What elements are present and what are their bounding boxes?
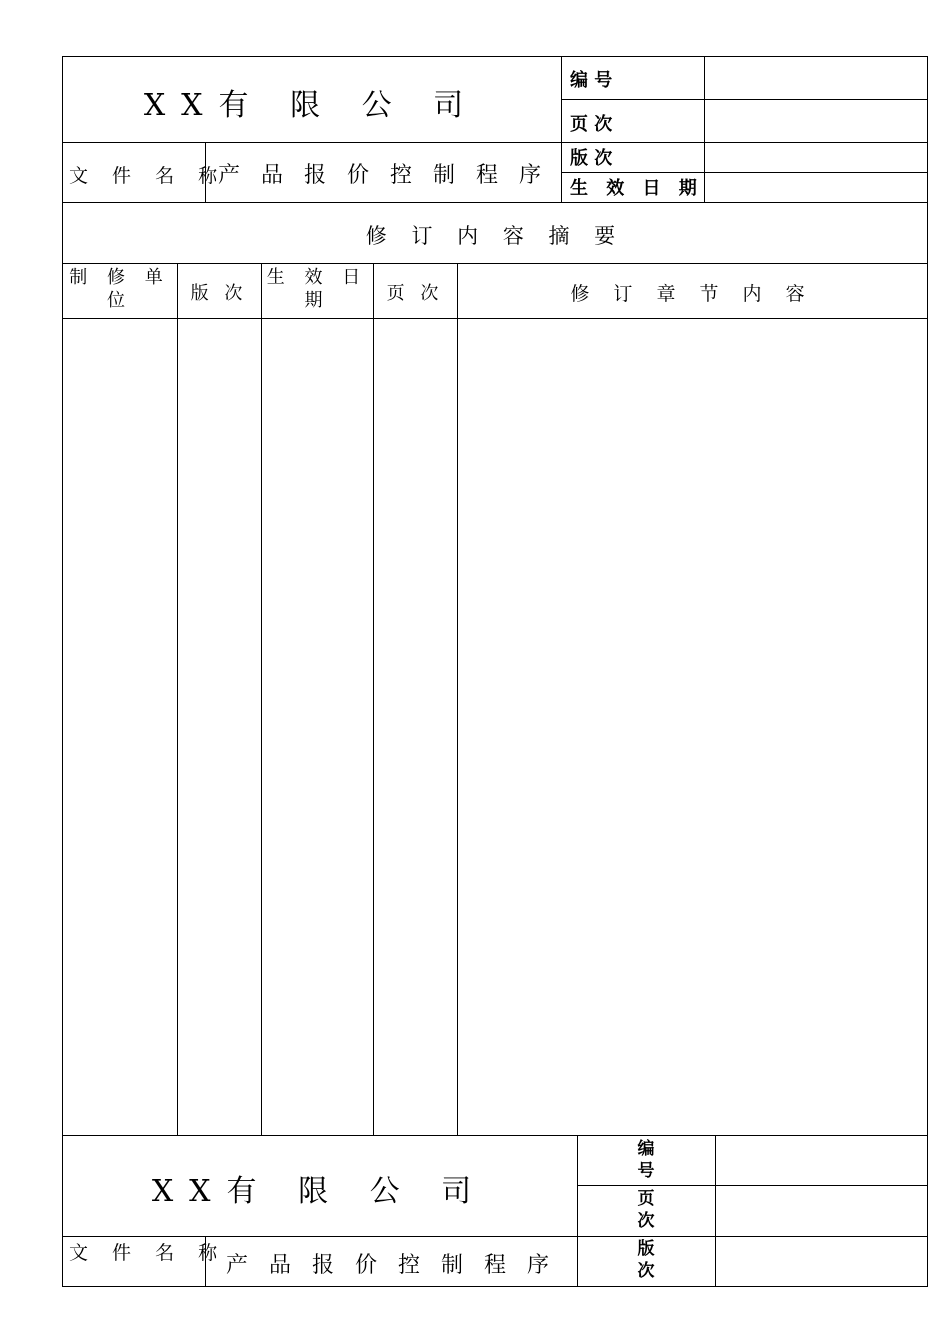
column-header-unit (62, 266, 177, 312)
footer-number-line1: 编 (637, 1139, 655, 1159)
rule (261, 263, 262, 1135)
column-header-effective-date (261, 266, 373, 312)
rule (373, 263, 374, 1135)
footer-page-line1: 页 (637, 1189, 655, 1209)
rule (577, 1185, 928, 1186)
rule (715, 1135, 716, 1286)
footer-number-line2: 号 (637, 1161, 655, 1181)
column-header-effective-line2: 期 (304, 290, 330, 311)
footer-company-name: XX有 限 公 司 (151, 1174, 488, 1209)
rule (561, 99, 928, 100)
rule (457, 263, 458, 1135)
rule (62, 263, 928, 264)
footer-version-line2: 次 (637, 1261, 655, 1281)
column-header-content: 修 订 章 节 内 容 (570, 283, 814, 305)
effective-date-label: 生 效 日 期 (570, 178, 703, 199)
number-label: 编 号 (570, 70, 613, 91)
footer-version-line1: 版 (637, 1239, 655, 1259)
footer-version-label (577, 1238, 715, 1282)
rule (177, 263, 178, 1135)
document-name: 产 品 报 价 控 制 程 序 (218, 163, 548, 188)
rule (561, 172, 928, 173)
version-label: 版 次 (570, 148, 613, 169)
rule (62, 1236, 928, 1237)
column-header-version: 版 次 (190, 283, 248, 304)
footer-page-label (577, 1188, 715, 1232)
rule (62, 142, 928, 143)
rule (62, 1286, 928, 1287)
rule (62, 56, 928, 57)
rule (561, 56, 562, 202)
page-label: 页 次 (570, 114, 613, 135)
column-header-unit-line2: 位 (107, 290, 132, 311)
footer-page-line2: 次 (637, 1211, 655, 1231)
column-header-effective-line1: 生 效 日 (266, 267, 368, 288)
rule (62, 318, 928, 319)
rule (704, 56, 705, 202)
rule (62, 202, 928, 203)
footer-document-name-label: 文 件 名 称 (69, 1242, 227, 1264)
company-name: XX有 限 公 司 (143, 88, 480, 123)
footer-document-name: 产 品 报 价 控 制 程 序 (226, 1253, 556, 1278)
rule (62, 1135, 928, 1136)
footer-number-label (577, 1138, 715, 1182)
revision-summary-title: 修 订 内 容 摘 要 (365, 224, 625, 248)
column-header-unit-line1: 制 修 单 (69, 267, 170, 288)
column-header-page: 页 次 (386, 283, 444, 304)
document-name-label: 文 件 名 称 (69, 165, 227, 187)
